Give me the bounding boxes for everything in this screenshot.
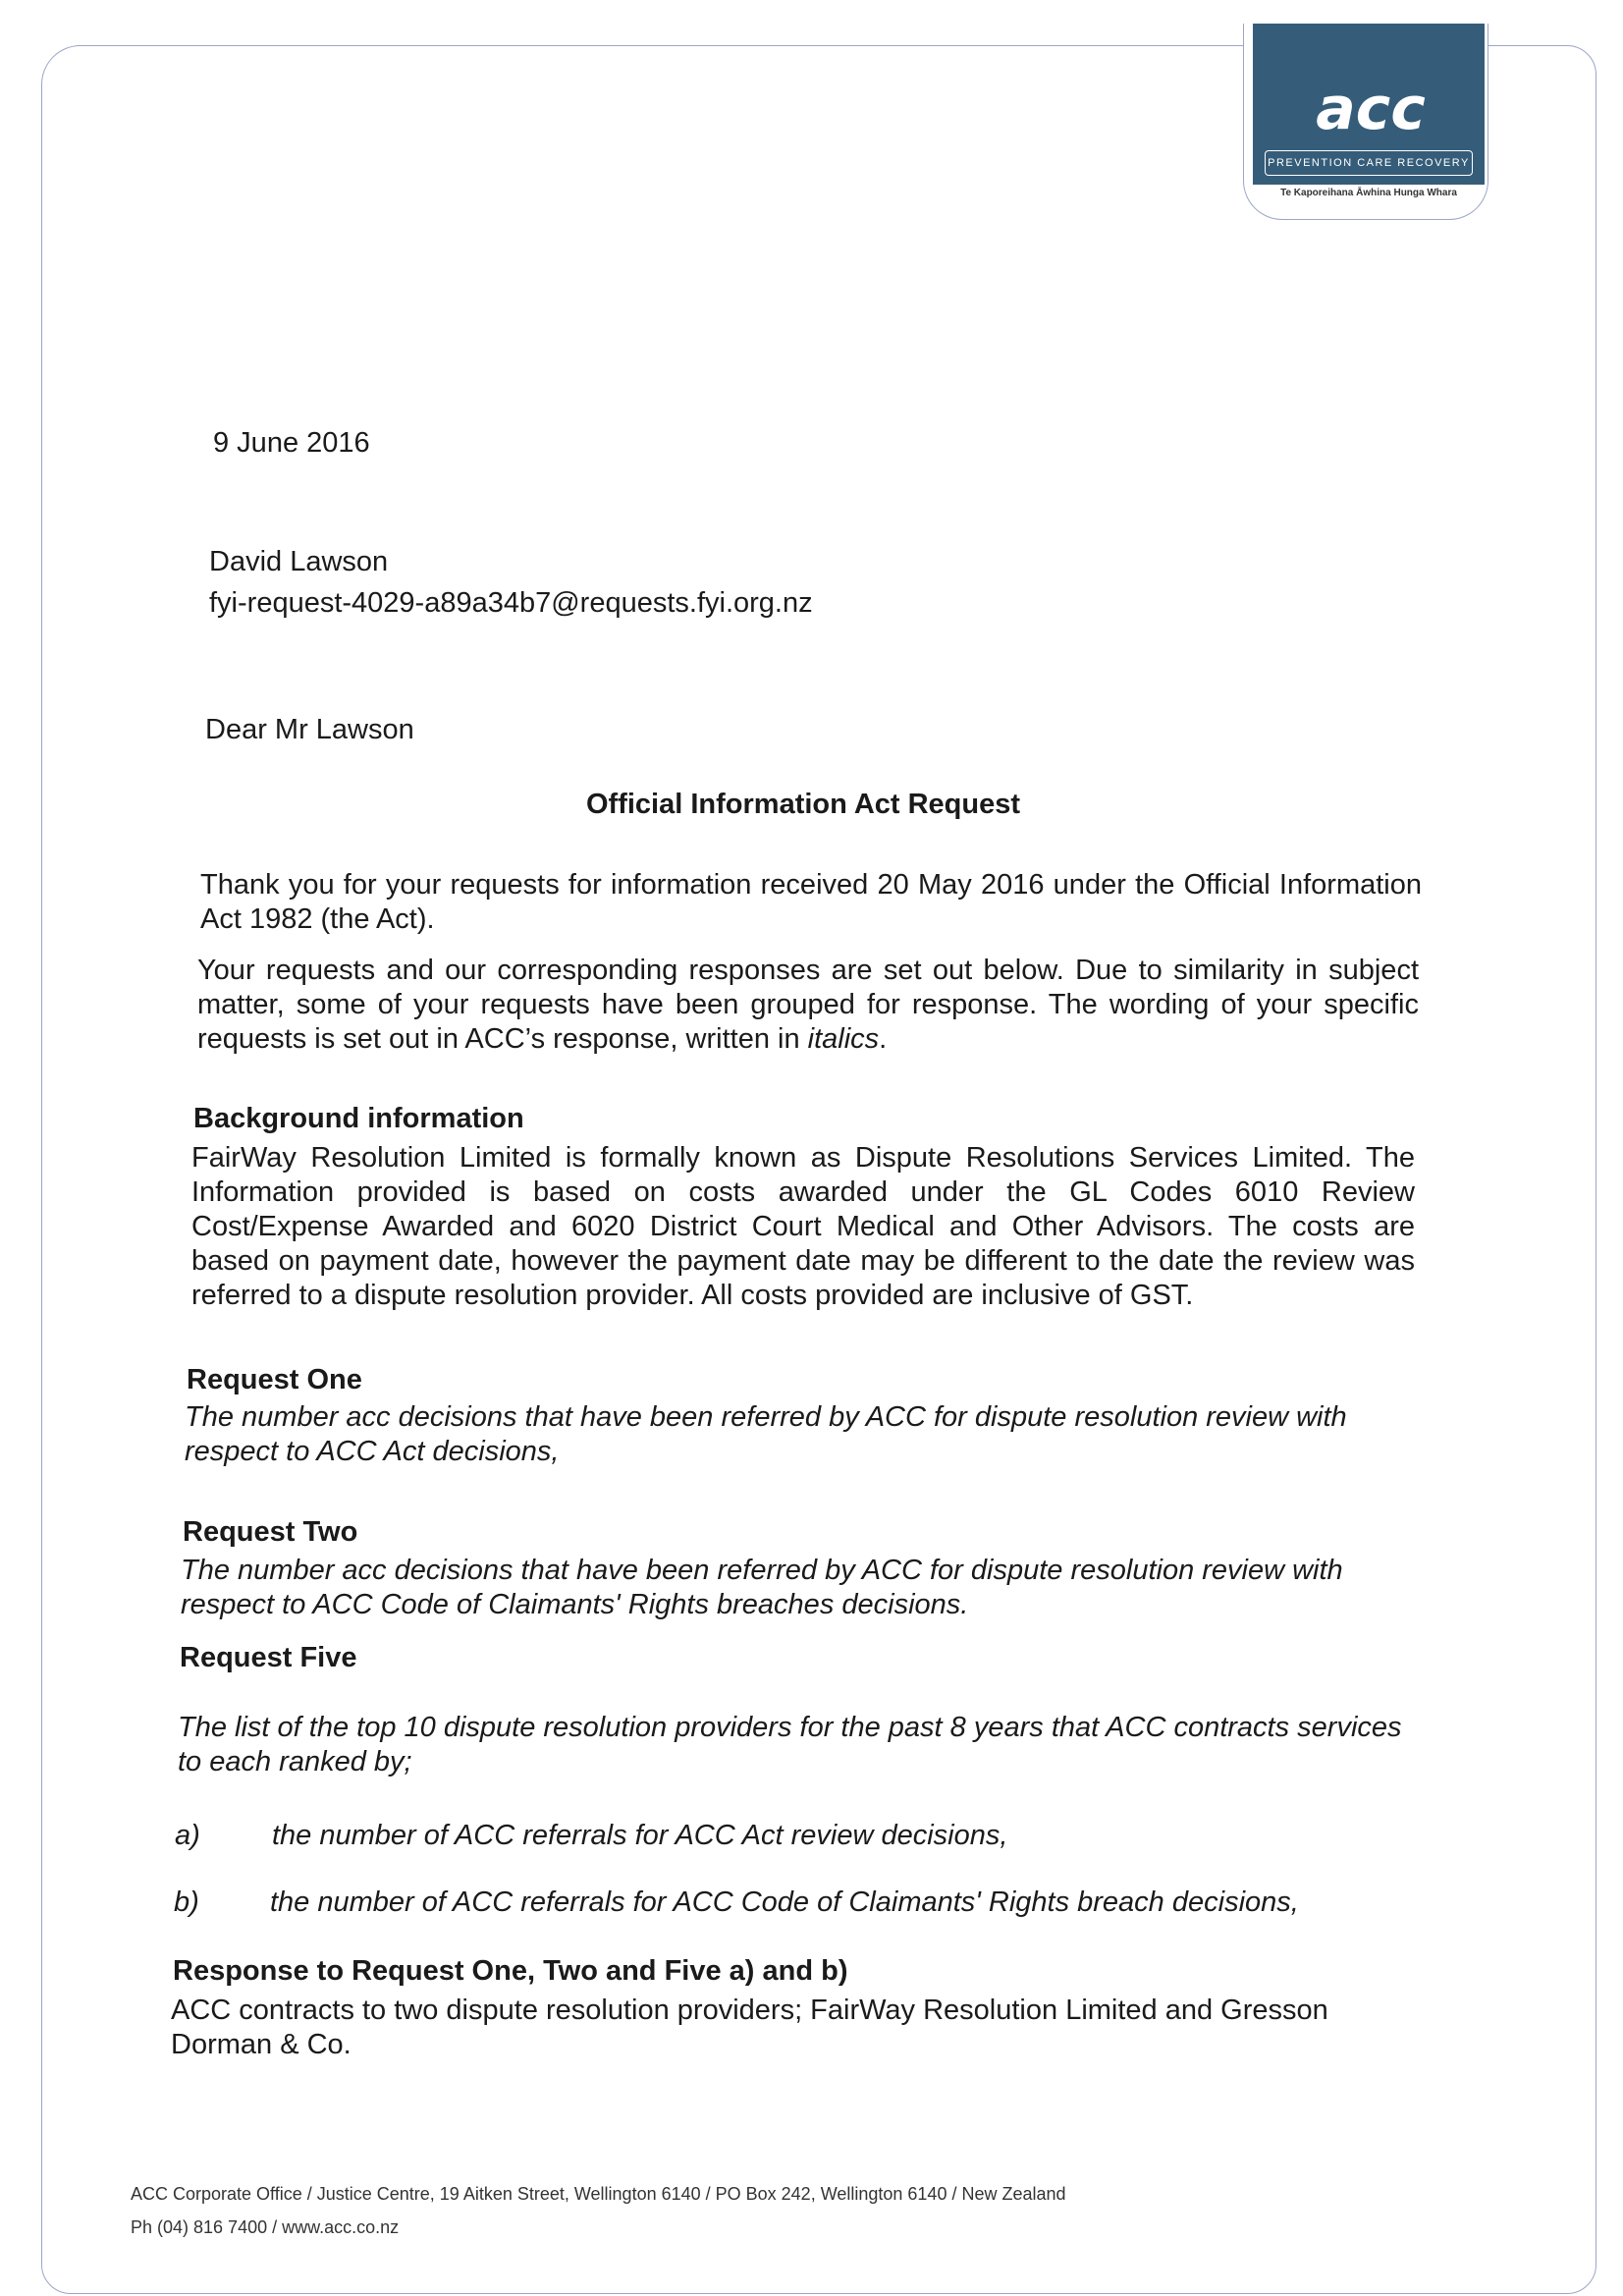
response-title: Response to Request One, Two and Five a) and b) [173,1955,848,1987]
request-five-title: Request Five [180,1642,357,1673]
logo-maori-name: Te Kaporeihana Āwhina Hunga Whara [1280,188,1457,198]
background-text: FairWay Resolution Limited is formally known as Dispute Resolutions Services Limited. The Information provided is based on costs awarded under the GL Codes 6010 Review Cost/Expense Awarded and 6020 District Court Medical and Other Advisors. The costs are based on payment date, however the payment date may be different to the date the review was referred to a dispute resolution provider. All costs provided are inclusive of GST. [191,1142,1415,1311]
letter-heading: Official Information Act Request [586,789,1021,820]
response-text: ACC contracts to two dispute resolution providers; FairWay Resolution Limited and Gresson Dorman & Co. [171,1995,1328,2060]
request-one-text: The number acc decisions that have been referred by ACC for dispute resolution review with respect to ACC Act decisions, [185,1401,1347,1467]
footer-contact: Ph (04) 816 7400 / www.acc.co.nz [131,2217,400,2237]
intro-paragraph-1: Thank you for your requests for information received 20 May 2016 under the Official Information Act 1982 (the Act). [200,869,1422,935]
request-five-text: The list of the top 10 dispute resolution providers for the past 8 years that ACC contracts services to each ranked by; [178,1712,1402,1777]
letter-date: 9 June 2016 [213,427,370,459]
request-five-item-b-label: b) [174,1886,199,1918]
logo-tagline: PREVENTION CARE RECOVERY [1265,150,1473,176]
footer-address: ACC Corporate Office / Justice Centre, 19 Aitken Street, Wellington 6140 / PO Box 242, Wellington 6140 / New Zealand [131,2184,1066,2204]
request-five-item-a-label: a) [175,1820,200,1851]
recipient-name: David Lawson [209,546,389,577]
intro-paragraph-2-end: . [879,1023,888,1055]
request-five-item-b-text: the number of ACC referrals for ACC Code of Claimants' Rights breach decisions, [270,1886,1299,1918]
background-title: Background information [193,1103,524,1134]
salutation: Dear Mr Lawson [205,714,414,745]
request-two-title: Request Two [183,1516,358,1548]
acc-logo-icon [1282,75,1459,143]
request-two-text: The number acc decisions that have been referred by ACC for dispute resolution review with respect to ACC Code of Claimants' Rights breaches decisions. [181,1555,1343,1620]
svg-text:acc: acc [1316,75,1426,143]
intro-italics-word: italics [807,1023,880,1055]
recipient-email: fyi-request-4029-a89a34b7@requests.fyi.org.nz [209,587,813,619]
intro-paragraph-2-text: Your requests and our corresponding responses are set out below. Due to similarity in subject matter, some of your requests have been grouped for response. The wording of your specific requests is set out in ACC’s response, written in [197,955,1419,1055]
request-five-item-a-text: the number of ACC referrals for ACC Act review decisions, [272,1820,1008,1851]
request-one-title: Request One [187,1364,362,1395]
acc-logo [1253,24,1485,185]
intro-paragraph-2 [197,954,1419,1057]
